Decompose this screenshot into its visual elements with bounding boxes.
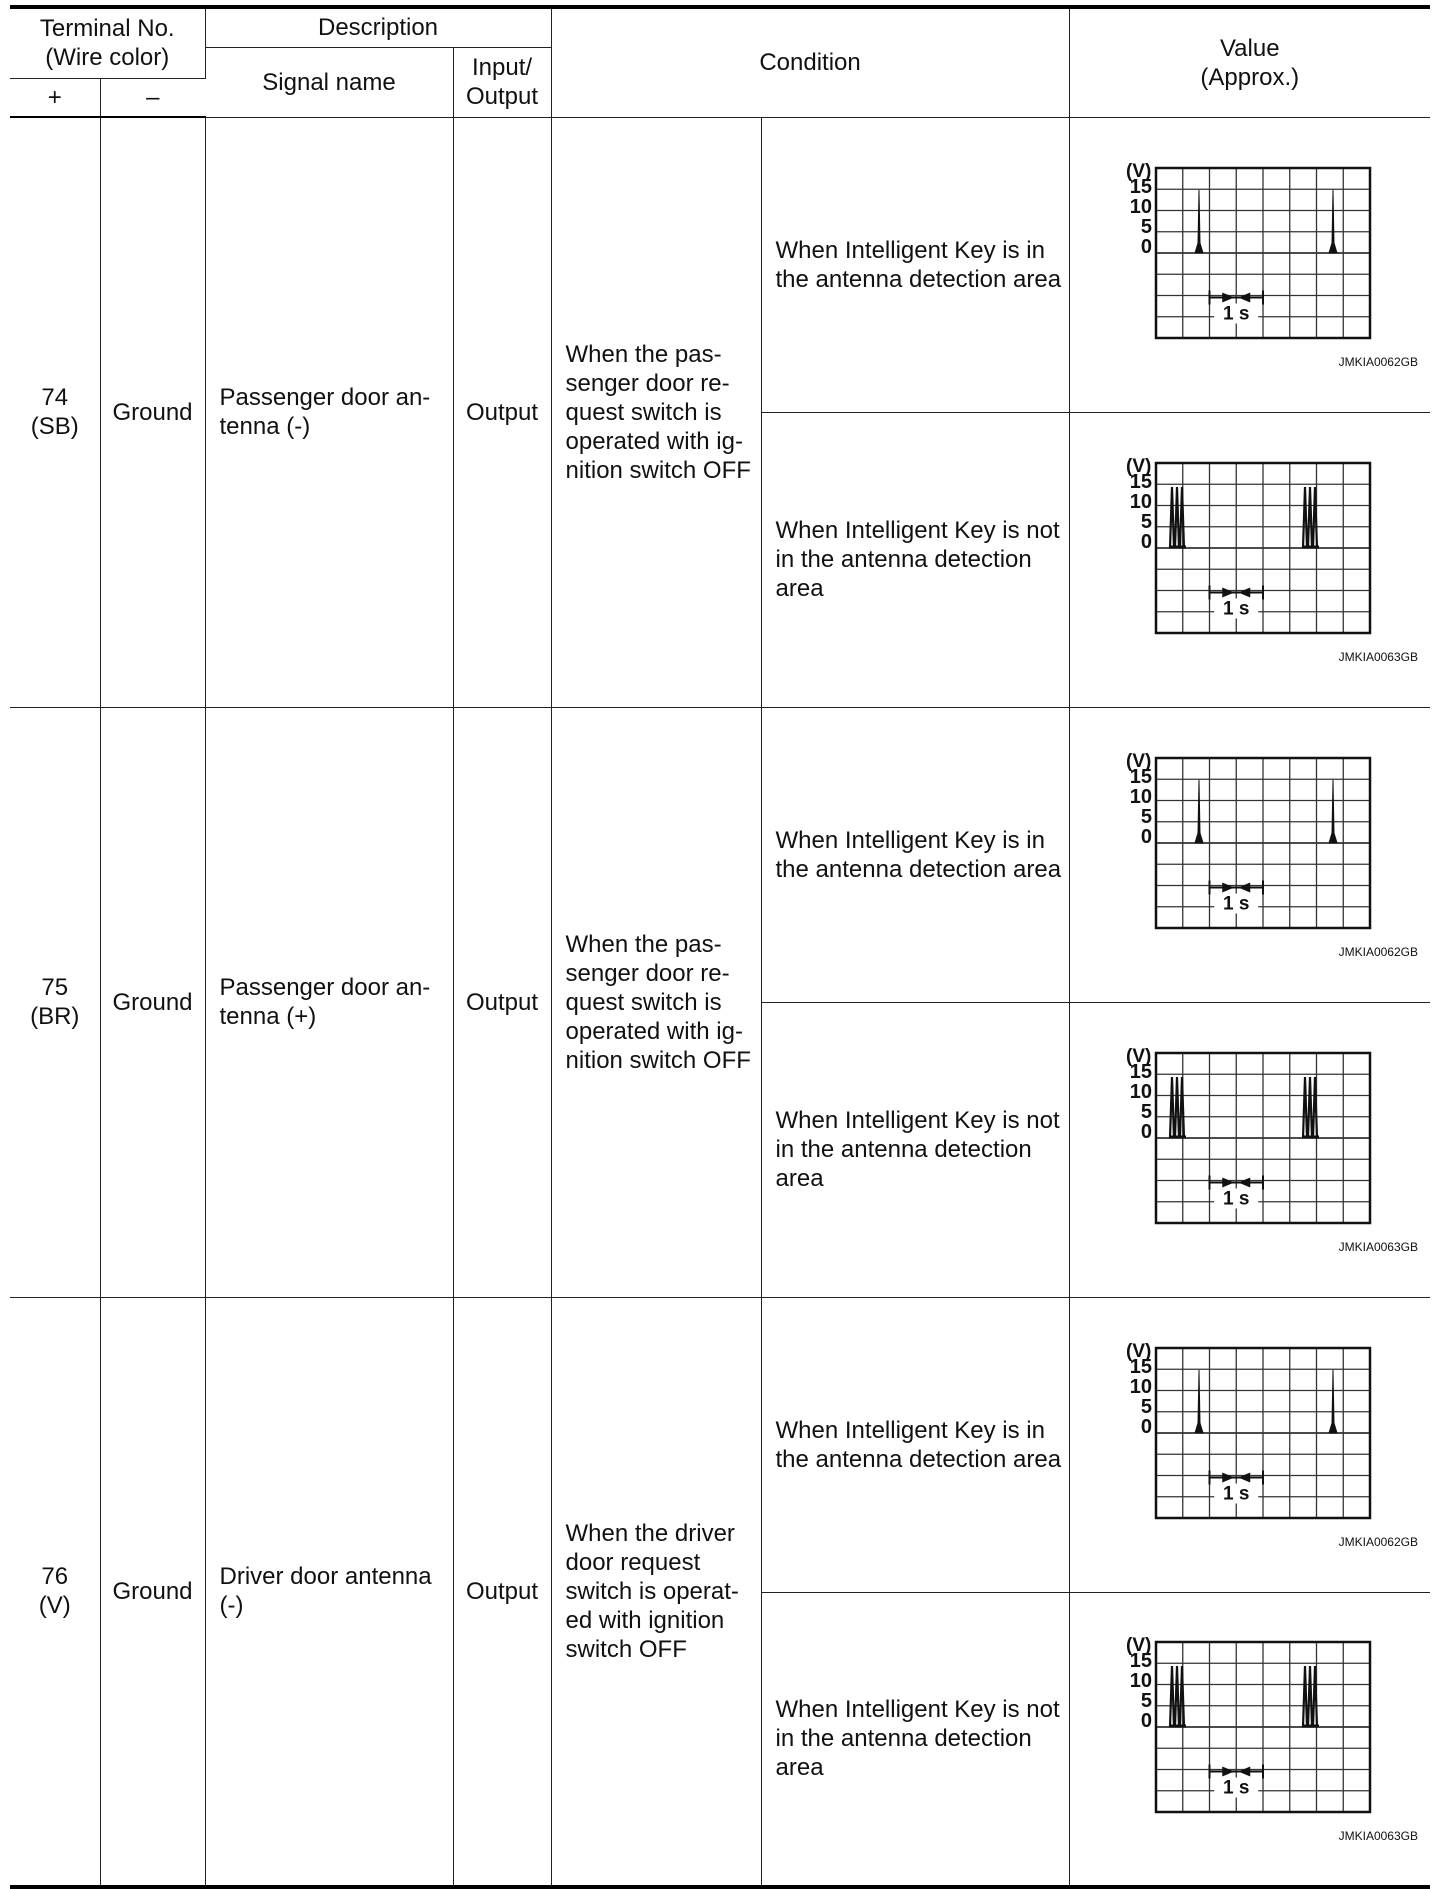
signal-pulse (1308, 1666, 1312, 1727)
figure-code: JMKIA0063GB (1338, 1828, 1418, 1843)
y-tick-label: 10 (1129, 785, 1152, 808)
waveform-graph (1080, 1045, 1420, 1255)
value-cell (1069, 412, 1430, 707)
signal-pulse (1170, 487, 1174, 548)
sub-condition-cell: When Intelligent Key is in the antenna detection area (761, 117, 1069, 412)
y-axis-unit: (V) (1125, 1340, 1152, 1362)
signal-pulse (1195, 190, 1203, 253)
header-value: Value (Approx.) (1069, 7, 1430, 117)
time-scale-arrow (1238, 292, 1250, 302)
header-input-output: Input/ Output (453, 47, 551, 117)
y-tick-label: 0 (1140, 1415, 1152, 1438)
terminal-plus-cell: 75 (BR) (10, 707, 100, 1297)
terminal-minus-cell: Ground (100, 707, 205, 1297)
figure-code: JMKIA0062GB (1338, 944, 1418, 959)
signal-name-cell: Driver door antenna (-) (205, 1297, 453, 1887)
terminal-minus-cell: Ground (100, 117, 205, 707)
figure-code: JMKIA0063GB (1338, 649, 1418, 664)
y-tick-label: 0 (1140, 530, 1152, 553)
header-terminal-no: Terminal No. (Wire color) (10, 7, 205, 78)
waveform-graph (1080, 1634, 1420, 1844)
y-tick-label: 5 (1140, 1100, 1152, 1123)
signal-pulse (1313, 1077, 1317, 1138)
waveform-graph (1080, 160, 1420, 370)
figure-code: JMKIA0063GB (1338, 1239, 1418, 1254)
y-tick-label: 10 (1129, 490, 1152, 513)
header-minus: – (100, 78, 205, 117)
time-scale-arrow (1222, 587, 1234, 597)
waveform-graph (1080, 455, 1420, 665)
y-tick-label: 0 (1140, 1709, 1152, 1732)
io-cell: Output (453, 117, 551, 707)
y-tick-label: 5 (1140, 215, 1152, 238)
value-cell (1069, 117, 1430, 412)
figure-code: JMKIA0062GB (1338, 354, 1418, 369)
value-cell (1069, 1002, 1430, 1297)
condition-cell: When the pas- senger door re- quest switch is operated with ig- nition switch OFF (551, 117, 761, 707)
y-tick-label: 5 (1140, 510, 1152, 533)
y-tick-label: 10 (1129, 1080, 1152, 1103)
y-tick-label: 15 (1129, 1060, 1152, 1083)
y-tick-label: 5 (1140, 1689, 1152, 1712)
signal-pulse (1313, 487, 1317, 548)
y-tick-label: 10 (1129, 195, 1152, 218)
y-axis-unit: (V) (1125, 160, 1152, 182)
signal-pulse (1180, 487, 1184, 548)
table-row (10, 1297, 1430, 1592)
time-scale-arrow (1222, 1766, 1234, 1776)
waveform-graph (1080, 1340, 1420, 1550)
time-scale-arrow (1238, 882, 1250, 892)
signal-pulse (1303, 1077, 1307, 1138)
terminal-signal-table (10, 5, 1430, 1889)
signal-pulse (1170, 1077, 1174, 1138)
signal-pulse (1308, 1077, 1312, 1138)
y-tick-label: 15 (1129, 765, 1152, 788)
header-condition: Condition (551, 7, 1069, 117)
y-axis-unit: (V) (1125, 1634, 1152, 1656)
signal-pulse (1175, 487, 1179, 548)
time-scale-label: 1 s (1222, 1188, 1250, 1209)
signal-name-cell: Passenger door an- tenna (-) (205, 117, 453, 707)
time-scale-arrow (1222, 882, 1234, 892)
time-scale-label: 1 s (1222, 893, 1250, 914)
signal-pulse (1303, 1666, 1307, 1727)
signal-pulse (1329, 1370, 1337, 1433)
waveform-graph (1080, 750, 1420, 960)
figure-code: JMKIA0062GB (1338, 1534, 1418, 1549)
time-scale-arrow (1222, 292, 1234, 302)
signal-pulse (1195, 1370, 1203, 1433)
y-axis-unit: (V) (1125, 1045, 1152, 1067)
io-cell: Output (453, 707, 551, 1297)
y-axis-unit: (V) (1125, 455, 1152, 477)
time-scale-arrow (1238, 1766, 1250, 1776)
signal-pulse (1195, 780, 1203, 843)
signal-name-cell: Passenger door an- tenna (+) (205, 707, 453, 1297)
value-cell (1069, 1297, 1430, 1592)
y-tick-label: 10 (1129, 1669, 1152, 1692)
sub-condition-cell: When Intelligent Key is not in the antenna detection area (761, 1002, 1069, 1297)
header-plus: + (10, 78, 100, 117)
signal-pulse (1329, 190, 1337, 253)
time-scale-label: 1 s (1222, 303, 1250, 324)
y-tick-label: 15 (1129, 470, 1152, 493)
signal-pulse (1175, 1666, 1179, 1727)
time-scale-label: 1 s (1222, 1777, 1250, 1799)
terminal-plus-cell: 74 (SB) (10, 117, 100, 707)
value-cell (1069, 707, 1430, 1002)
condition-cell: When the pas- senger door re- quest switch is operated with ig- nition switch OFF (551, 707, 761, 1297)
y-tick-label: 15 (1129, 1355, 1152, 1378)
y-tick-label: 15 (1129, 1649, 1152, 1672)
condition-cell: When the driver door request switch is operat- ed with ignition switch OFF (551, 1297, 761, 1887)
signal-pulse (1308, 487, 1312, 548)
signal-pulse (1180, 1077, 1184, 1138)
sub-condition-cell: When Intelligent Key is in the antenna detection area (761, 707, 1069, 1002)
y-tick-label: 15 (1129, 175, 1152, 198)
time-scale-arrow (1222, 1472, 1234, 1482)
y-tick-label: 0 (1140, 825, 1152, 848)
y-axis-unit: (V) (1125, 750, 1152, 772)
table-row (10, 117, 1430, 412)
time-scale-label: 1 s (1222, 1483, 1250, 1504)
signal-pulse (1313, 1666, 1317, 1727)
signal-pulse (1180, 1666, 1184, 1727)
time-scale-arrow (1238, 1472, 1250, 1482)
io-cell: Output (453, 1297, 551, 1887)
time-scale-arrow (1238, 587, 1250, 597)
signal-pulse (1175, 1077, 1179, 1138)
time-scale-arrow (1238, 1177, 1250, 1187)
sub-condition-cell: When Intelligent Key is not in the antenna detection area (761, 1592, 1069, 1887)
y-tick-label: 0 (1140, 1120, 1152, 1143)
sub-condition-cell: When Intelligent Key is not in the antenna detection area (761, 412, 1069, 707)
y-tick-label: 5 (1140, 805, 1152, 828)
terminal-plus-cell: 76 (V) (10, 1297, 100, 1887)
sub-condition-cell: When Intelligent Key is in the antenna detection area (761, 1297, 1069, 1592)
value-cell (1069, 1592, 1430, 1887)
y-tick-label: 10 (1129, 1375, 1152, 1398)
time-scale-arrow (1222, 1177, 1234, 1187)
header-signal-name: Signal name (205, 47, 453, 117)
y-tick-label: 0 (1140, 235, 1152, 258)
table-row (10, 707, 1430, 1002)
y-tick-label: 5 (1140, 1395, 1152, 1418)
header-description: Description (205, 7, 551, 47)
signal-pulse (1170, 1666, 1174, 1727)
time-scale-label: 1 s (1222, 598, 1250, 619)
signal-pulse (1303, 487, 1307, 548)
table-body (10, 117, 1430, 1887)
terminal-minus-cell: Ground (100, 1297, 205, 1887)
signal-pulse (1329, 780, 1337, 843)
